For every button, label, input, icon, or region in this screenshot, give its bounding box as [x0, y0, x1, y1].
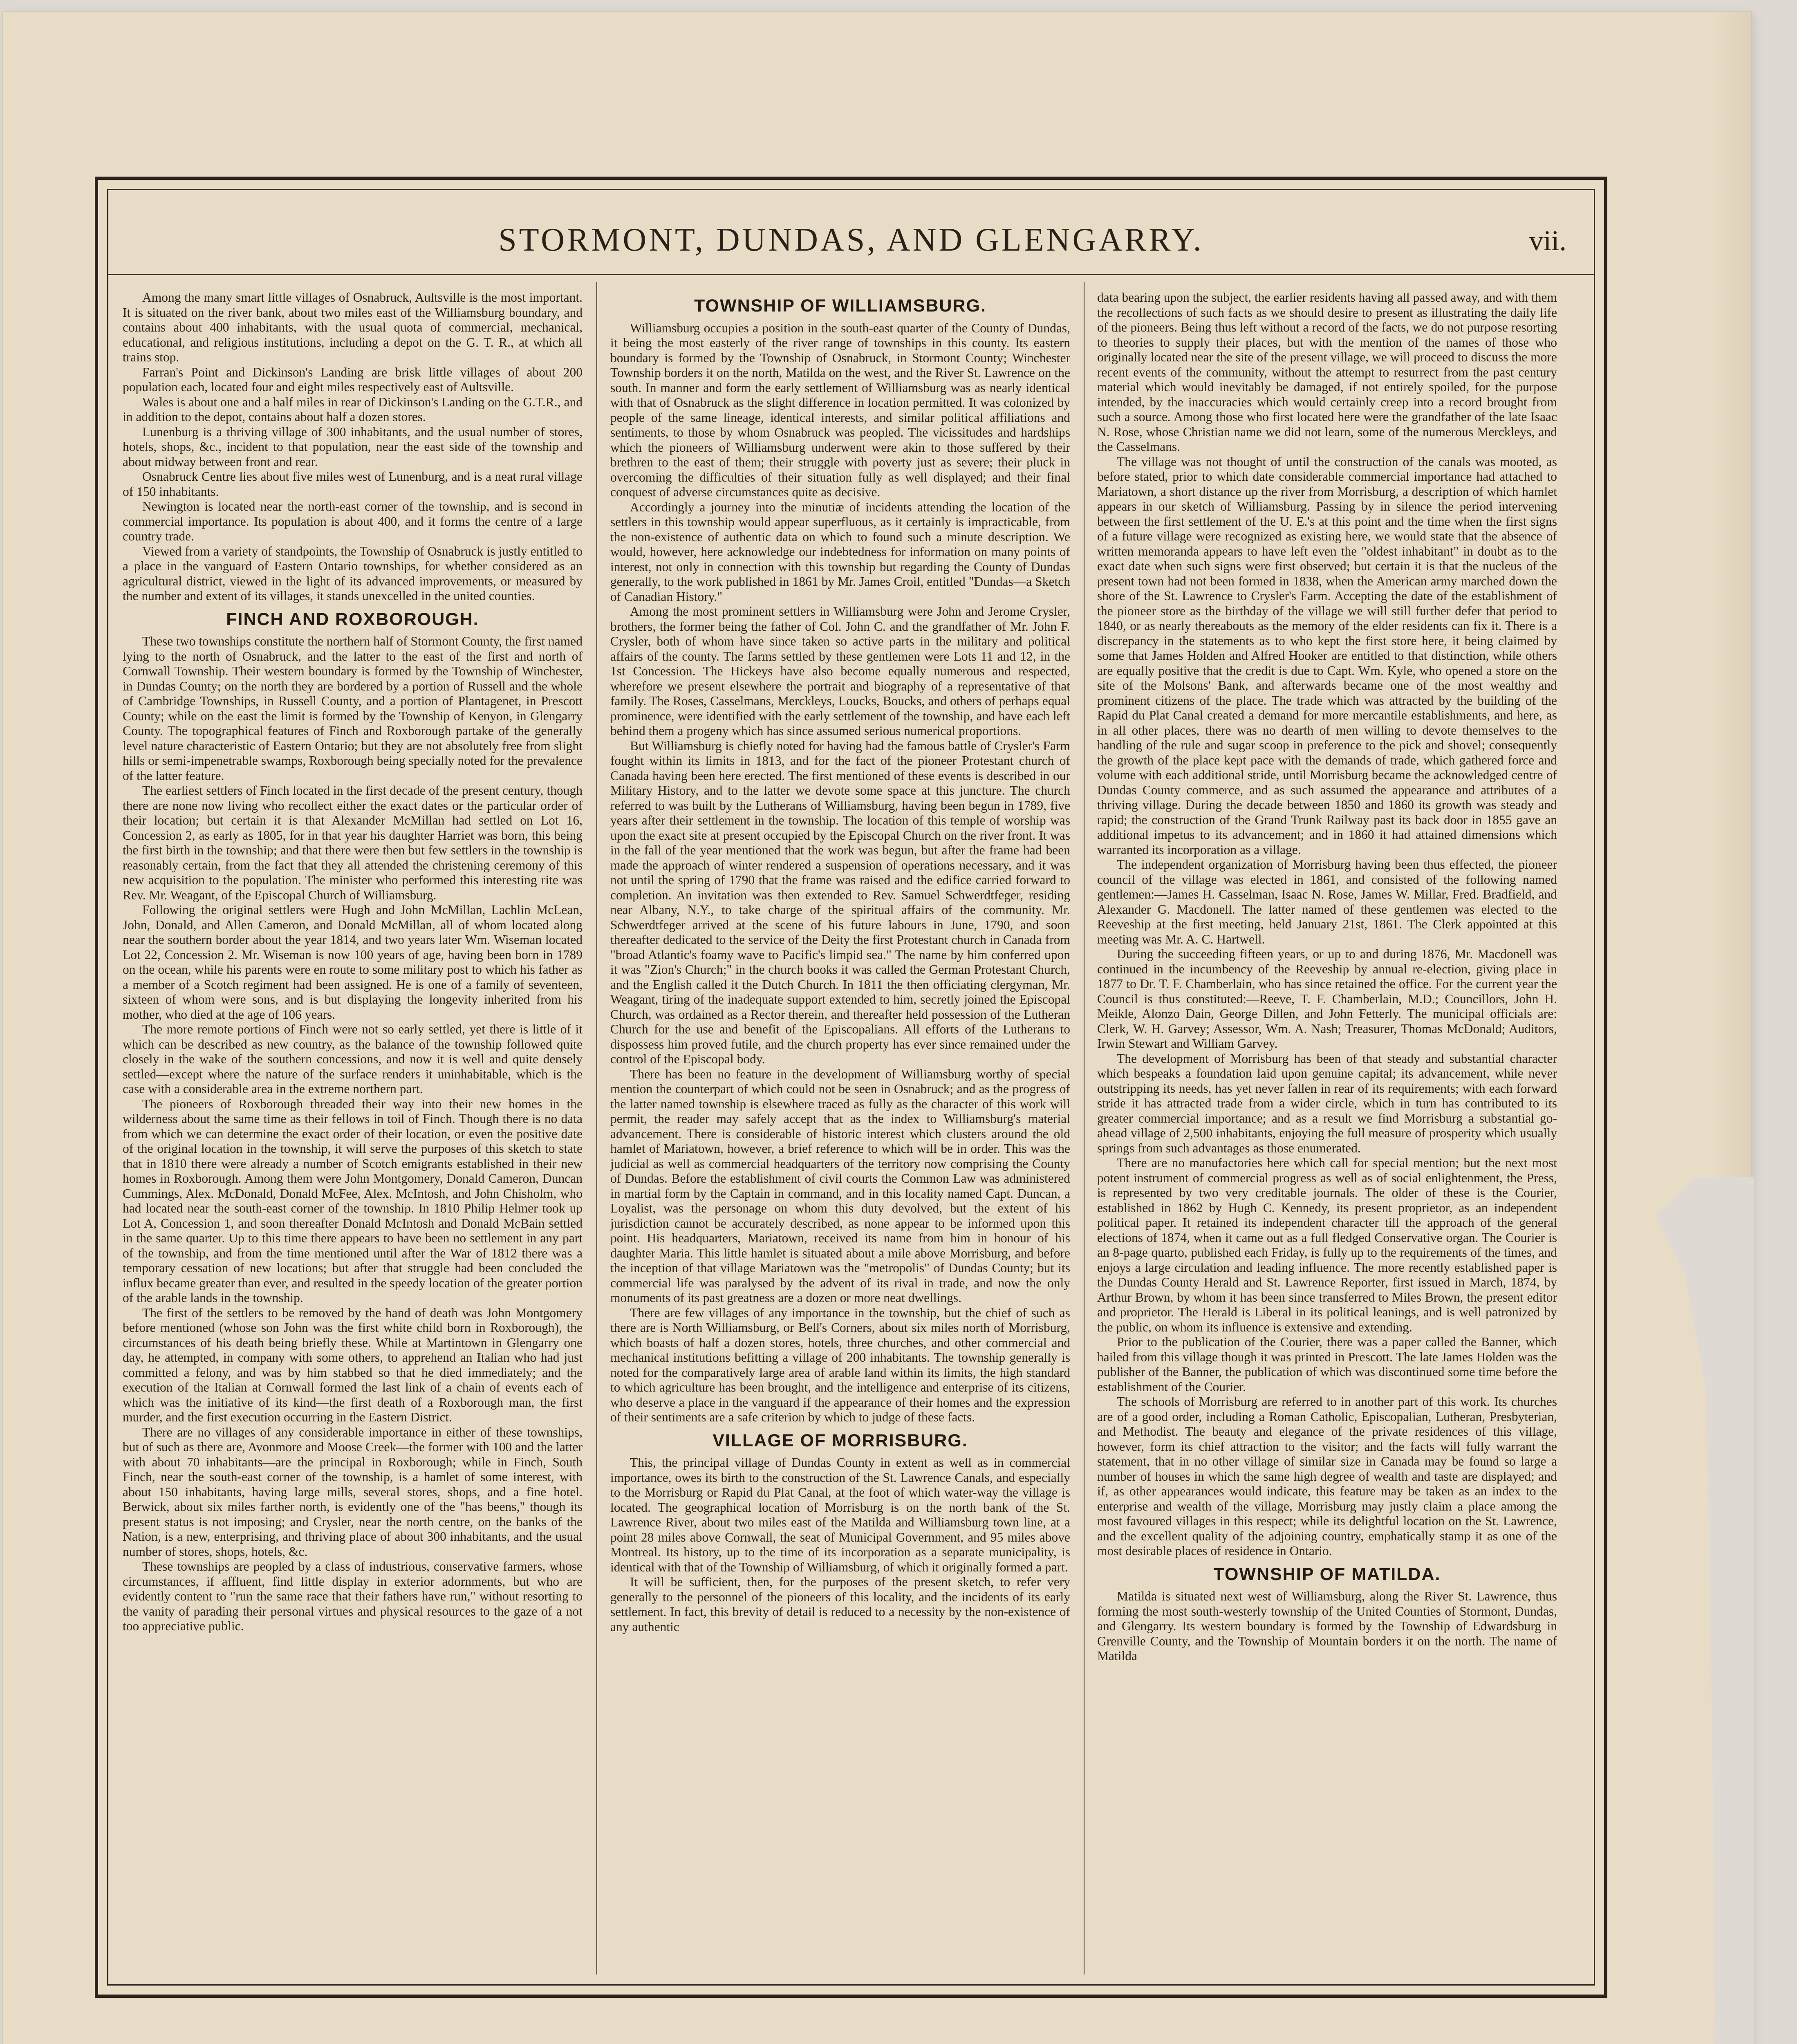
- paragraph: The village was not thought of until the construction of the canals was mooted, as before stated, prior to which date considerable commercial importance had attached to Mariatown, a short distance up the river from Morrisburg, a description of which hamlet appears in our sketch of Williamsburg. Passing by in silence the period intervening between the first settlement of the U. E.'s at this point and the time when the first signs of a future village were recognized as existing here, we would state that the absence of written memoranda appears to have left even the "oldest inhabitant" in doubt as to the exact date when such signs were first observed; but certain it is that the nucleus of the present town had not been formed in 1838, when the American army marched down the shore of the St. Lawrence to Crysler's Farm. Accepting the date of the establishment of the pioneer store as the birthday of the village we will still further defer that period to 1840, or as nearly thereabouts as the memory of the elder residents can fix it. There is a discrepancy in the statements as to who kept the first store here, it being claimed by some that James Holden and Alfred Hooker are entitled to that distinction, while others are equally positive that the credit is due to Capt. Wm. Kyle, who opened a store on the site of the Molsons' Bank, and afterwards became one of the most wealthy and prominent citizens of the place. The trade which was attracted by the building of the Rapid du Plat Canal created a demand for more mercantile establishments, and here, as in all other places, there was no dearth of men willing to devote themselves to the handling of the rule and sugar scoop in preference to the pick and shovel; consequently the growth of the place kept pace with the demands of trade, which gathered force and volume with each additional stride, until Morrisburg became the acknowledged centre of Dundas County commerce, and as such assumed the appearance and attributes of a thriving village. During the decade between 1850 and 1860 its growth was steady and rapid; the construction of the Grand Trunk Railway past its back door in 1855 gave an additional impetus to its advancement; and in 1860 it had attained dimensions which warranted its incorporation as a village.: [1097, 454, 1557, 857]
- paragraph: Farran's Point and Dickinson's Landing are brisk little villages of about 200 population each, located four and eight miles respectively east of Aultsville.: [123, 365, 583, 394]
- section-heading-finch-roxborough: FINCH AND ROXBOROUGH.: [226, 609, 479, 629]
- paragraph: Viewed from a variety of standpoints, the Township of Osnabruck is justly entitled to a place in the vanguard of Eastern Ontario townships, for whether considered as an agricultural district, viewed in the light of its advanced improvements, or measured by the number and extent of its villages, it stands unexcelled in the united counties.: [123, 544, 583, 603]
- paragraph: Wales is about one and a half miles in rear of Dickinson's Landing on the G.T.R., and in addition to the depot, contains about half a dozen stores.: [123, 394, 583, 424]
- paragraph: Williamsburg occupies a position in the south-east quarter of the County of Dundas, it being the most easterly of the river range of townships in this county. Its eastern boundary is formed by the Township of Osnabruck, in Stormont County; Winchester Township borders it on the north, Matilda on the west, and the River St. Lawrence on the south. In manner and form the early settlement of Williamsburg was as nearly identical with that of Osnabruck as the slight difference in location permitted. It was colonized by people of the same lineage, identical interests, and similar political affiliations and sentiments, to those by whom Osnabruck was peopled. The vicissitudes and hardships which the pioneers of Williamsburg underwent were akin to those suffered by their brethren to the east of them; their struggle with poverty just as severe; their pluck in overcoming the difficulties of their situation fully as well displayed; and their final conquest of adverse circumstances quite as decisive.: [610, 320, 1070, 499]
- paragraph: This, the principal village of Dundas County in extent as well as in commercial importance, owes its birth to the construction of the St. Lawrence Canals, and especially to the Morrisburg or Rapid du Plat Canal, at the foot of which water-way the village is located. The geographical location of Morrisburg is on the north bank of the St. Lawrence River, about two miles east of the Matilda and Williamsburg town line, at a point 28 miles above Cornwall, the seat of Municipal Government, and 95 miles above Montreal. Its history, up to the time of its incorporation as a separate municipality, is identical with that of the Township of Williamsburg, of which it originally formed a part.: [610, 1455, 1070, 1574]
- paragraph: There are no villages of any considerable importance in either of these townships, but of such as there are, Avonmore and Moose Creek—the former with 100 and the latter with about 70 inhabitants—are the principal in Roxborough; while in Finch, South Finch, near the south-east corner of the township, is a hamlet of some interest, with about 150 inhabitants, having large mills, several stores, shops, and a fine hotel. Berwick, about six miles farther north, is evidently one of the "has beens," though its present status is not imposing; and Crysler, near the north centre, on the banks of the Nation, is a new, enterprising, and thriving place of about 300 inhabitants, and the usual number of stores, shops, hotels, &c.: [123, 1425, 583, 1559]
- paragraph: Prior to the publication of the Courier, there was a paper called the Banner, which hailed from this village though it was printed in Prescott. The late James Holden was the publisher of the Banner, the publication of which was discontinued some time before the establishment of the Courier.: [1097, 1335, 1557, 1394]
- paragraph: Accordingly a journey into the minutiæ of incidents attending the location of the settlers in this township would appear superfluous, as it certainly is impracticable, from the non-existence of authentic data on which to found such a minute description. We would, however, here acknowledge our indebtedness for information on many points of interest, not only in connection with this township but regarding the County of Dundas generally, to the work published in 1861 by Mr. James Croil, entitled "Dundas—a Sketch of Canadian History.": [610, 500, 1070, 604]
- paragraph: Among the many smart little villages of Osnabruck, Aultsville is the most important. It is situated on the river bank, about two miles east of the Williamsburg boundary, and contains about 400 inhabitants, with the usual quota of commercial, mechanical, educational, and religious institutions, including a depot on the G. T. R., at which all trains stop.: [123, 290, 583, 364]
- paragraph: Osnabruck Centre lies about five miles west of Lunenburg, and is a neat rural village of 150 inhabitants.: [123, 469, 583, 499]
- paragraph: During the succeeding fifteen years, or up to and during 1876, Mr. Macdonell was continued in the incumbency of the Reeveship by annual re-election, giving place in 1877 to Dr. T. F. Chamberlain, who has since retained the office. For the current year the Council is thus constituted:—Reeve, T. F. Chamberlain, M.D.; Councillors, John H. Meikle, Alonzo Dain, George Dillen, and John Fetterly. The municipal officials are: Clerk, W. H. Garvey; Assessor, Wm. A. Nash; Treasurer, Thomas McDonald; Auditors, Irwin Stewart and William Garvey.: [1097, 947, 1557, 1051]
- paragraph: Lunenburg is a thriving village of 300 inhabitants, and the usual number of stores, hotels, shops, &c., incident to that population, near the east side of the township and about midway between front and rear.: [123, 424, 583, 469]
- paragraph: The development of Morrisburg has been of that steady and substantial character which bespeaks a foundation laid upon genuine capital; its advancement, while never outstripping its needs, has yet never fallen in rear of its requirements; with each forward stride it has attracted trade from a wider circle, which in turn has contributed to its greater commercial importance; and as a result we find Morrisburg a substantial go-ahead village of 2,500 inhabitants, enjoying the full measure of prosperity which usually springs from such advantages as those enumerated.: [1097, 1051, 1557, 1155]
- paragraph: These townships are peopled by a class of industrious, conservative farmers, whose circumstances, if affluent, find little display in exterior adornments, but who are evidently content to "run the same race that their fathers have run," without resorting to the vanity of parading their personal virtues and physical resources to the gaze of a not too appreciative public.: [123, 1559, 583, 1633]
- text-column-3: [1097, 290, 1557, 1970]
- page-number: vii.: [1529, 225, 1566, 257]
- paragraph: Matilda is situated next west of Williamsburg, along the River St. Lawrence, thus forming the most south-westerly township of the United Counties of Stormont, Dundas, and Glengarry. Its western boundary is formed by the Township of Edwardsburg in Grenville County, and the Township of Mountain borders it on the north. The name of Matilda: [1097, 1589, 1557, 1663]
- paragraph: There has been no feature in the development of Williamsburg worthy of special mention the counterpart of which could not be seen in Osnabruck; and as the progress of the latter named township is elsewhere traced as fully as the character of this work will permit, the reader may safely accept that as the index to Williamsburg's material advancement. There is considerable of historic interest which clusters around the old hamlet of Mariatown, however, a brief reference to which will be in order. This was the judicial as well as commercial headquarters of the territory now comprising the County of Dundas. Before the establishment of civil courts the Common Law was administered in martial form by the Captain in command, and in this locality named Capt. Duncan, a Loyalist, was the personage on whom this duty devolved, but the extent of his jurisdiction cannot be accurately described, as none appear to be informed upon this point. His headquarters, Mariatown, received its name from him in honour of his daughter Maria. This little hamlet is situated about a mile above Morrisburg, and before the inception of that village Mariatown was the "metropolis" of Dundas County; but its commercial life was paralysed by the advent of its rival in trade, and now the only monuments of its past greatness are a dozen or more neat dwellings.: [610, 1067, 1070, 1305]
- section-heading-matilda: TOWNSHIP OF MATILDA.: [1213, 1564, 1441, 1584]
- text-column-2: [610, 290, 1070, 1970]
- paragraph: The first of the settlers to be removed by the hand of death was John Montgomery before mentioned (whose son John was the first white child born in Roxborough), the circumstances of his death being briefly these. While at Martintown in Glengarry one day, he attempted, in company with some others, to apprehend an Italian who had just committed a felony, and was by him stabbed so that he died immediately; and the execution of the Italian at Cornwall formed the last link of a chain of events each of which was the initiative of its kind—the first death of a Roxborough man, the first murder, and the first execution occurring in the Eastern District.: [123, 1305, 583, 1424]
- paragraph: These two townships constitute the northern half of Stormont County, the first named lying to the north of Osnabruck, and the latter to the east of the first and north of Cornwall Township. Their western boundary is formed by the Township of Winchester, in Dundas County; on the north they are bordered by a portion of Russell and the whole of Cambridge Townships, in Russell County, and a portion of Plantagenet, in Prescott County; while on the east the limit is formed by the Township of Kenyon, in Glengarry County. The topographical features of Finch and Roxborough partake of the generally level nature characteristic of Eastern Ontario; but they are not absolutely free from slight hills or semi-impenetrable swamps, Roxborough being specially noted for the prevalence of the latter feature.: [123, 634, 583, 783]
- header-divider: [107, 274, 1595, 275]
- paragraph: There are few villages of any importance in the township, but the chief of such as there are is North Williamsburg, or Bell's Corners, about six miles north of Morrisburg, which boasts of half a dozen stores, hotels, three churches, and other commercial and mechanical institutions befitting a village of 200 inhabitants. The township generally is noted for the comparatively large area of arable land within its limits, the high standard to which agriculture has been brought, and the intelligence and enterprise of its citizens, who deserve a place in the vanguard if the appearance of their homes and the expression of their sentiments are a safe criterion by which to judge of these facts.: [610, 1305, 1070, 1424]
- paragraph: It will be sufficient, then, for the purposes of the present sketch, to refer very generally to the personnel of the pioneers of this locality, and the incidents of its early settlement. In fact, this brevity of detail is reduced to a necessity by the non-existence of any authentic: [610, 1575, 1070, 1634]
- page-header: [107, 192, 1595, 274]
- paragraph: There are no manufactories here which call for special mention; but the next most potent instrument of commercial progress as well as of social enlightenment, the Press, is represented by two very creditable journals. The older of these is the Courier, established in 1862 by Hugh C. Kennedy, its present proprietor, as an independent political paper. It retained its independent character till the approach of the general elections of 1874, when it came out as a full fledged Conservative organ. The Courier is an 8-page quarto, published each Friday, is fully up to the requirements of the times, and enjoys a large circulation and leading influence. The more recently established paper is the Dundas County Herald and St. Lawrence Reporter, first issued in March, 1874, by Arthur Brown, by whom it has been since transferred to Miles Brown, the present editor and proprietor. The Herald is Liberal in its political leanings, and is well patronized by the public, on whom its influence is extensive and extending.: [1097, 1156, 1557, 1334]
- paragraph: The pioneers of Roxborough threaded their way into their new homes in the wilderness about the same time as their fellows in toil of Finch. Though there is no data from which we can determine the exact order of their location, or even the positive date of the original location in the township, it will serve the purposes of this sketch to state that in 1810 there were already a number of Scotch emigrants established in their new homes in Roxborough. Among them were John Montgomery, Donald Cameron, Duncan Cummings, Alex. McDonald, Donald McFee, Alex. McIntosh, and John Chisholm, who had located near the south-east corner of the township. In 1810 Philip Helmer took up Lot A, Concession 1, and soon thereafter Donald McIntosh and Donald McBain settled in the same quarter. Up to this time there appears to have been no settlement in any part of the township, and from the time mentioned until after the War of 1812 there was a temporary cessation of new locations; but after that struggle had been concluded the influx became greater than ever, and resulted in the speedy location of the greater portion of the arable lands in the township.: [123, 1096, 583, 1305]
- paragraph: The earliest settlers of Finch located in the first decade of the present century, though there are none now living who recollect either the exact dates or the particular order of their location; but certain it is that Alexander McMillan had settled on Lot 16, Concession 2, as early as 1805, for in that year his daughter Harriet was born, this being the first birth in the township; and that there were then but few settlers in the township is reasonably certain, from the fact that they all attended the christening ceremony of this new acquisition to the population. The minister who performed this interesting rite was Rev. Mr. Weagant, of the Episcopal Church of Williamsburg.: [123, 783, 583, 902]
- page-title: STORMONT, DUNDAS, AND GLENGARRY.: [498, 222, 1204, 258]
- text-column-1: [123, 290, 583, 1970]
- section-heading-morrisburg: VILLAGE OF MORRISBURG.: [713, 1430, 968, 1450]
- section-heading-williamsburg: TOWNSHIP OF WILLIAMSBURG.: [694, 296, 986, 316]
- paragraph: Among the most prominent settlers in Williamsburg were John and Jerome Crysler, brothers, the former being the father of Col. John C. and the grandfather of Mr. John F. Crysler, both of whom have since taken so active parts in the military and political affairs of the county. The farms settled by these gentlemen were Lots 11 and 12, in the 1st Concession. The Hickeys have also become equally numerous and respected, wherefore we present elsewhere the portrait and biography of a representative of that family. The Roses, Casselmans, Merckleys, Loucks, Boucks, and others of perhaps equal prominence, were identified with the early settlement of the township, and have each left behind them a progeny which has since assumed serious numerical proportions.: [610, 604, 1070, 738]
- paragraph: The independent organization of Morrisburg having been thus effected, the pioneer council of the village was elected in 1861, and consisted of the following named gentlemen:—James H. Casselman, Isaac N. Rose, James W. Millar, Fred. Bradfield, and Alexander G. Macdonell. The latter named of these gentlemen was elected to the Reeveship at the first meeting, held January 21st, 1861. The Clerk appointed at this meeting was Mr. A. C. Hartwell.: [1097, 857, 1557, 946]
- paragraph: data bearing upon the subject, the earlier residents having all passed away, and with them the recollections of such facts as we should desire to present as illustrating the daily life of the pioneers. Being thus left without a record of the facts, we do not purpose resorting to theories to supply their places, but with the mention of the names of those who originally located near the site of the present village, we will proceed to discuss the more recent events of the community, without the attempt to resurrect from the past century material which would inevitably be damaged, if not entirely spoiled, for the purpose intended, by the inaccuracies which would certainly creep into a record brought from such a source. Among those who first located here were the grandfather of the late Isaac N. Rose, whose Christian name we did not learn, some of the numerous Merckleys, and the Casselmans.: [1097, 290, 1557, 454]
- paragraph: The more remote portions of Finch were not so early settled, yet there is little of it which can be described as new country, as the balance of the township followed quite closely in the wake of the southern concessions, and now it is well and quite densely settled—except where the nature of the surface renders it uninhabitable, which is the case with a considerable area in the extreme northern part.: [123, 1022, 583, 1096]
- paragraph: But Williamsburg is chiefly noted for having had the famous battle of Crysler's Farm fought within its limits in 1813, and for the fact of the pioneer Protestant church of Canada having been here erected. The first mentioned of these events is described in our Military History, and to the latter we devote some space at this juncture. The church referred to was built by the Lutherans of Williamsburg, having been begun in 1789, five years after their settlement in the township. The location of this temple of worship was upon the exact site at present occupied by the Episcopal Church on the river front. It was in the fall of the year mentioned that the work was begun, but after the frame had been made the approach of winter rendered a suspension of operations necessary, and it was not until the spring of 1790 that the frame was raised and the edifice carried forward to completion. An invitation was then extended to Rev. Samuel Schwerdtfeger, residing near Albany, N.Y., to take charge of the spiritual affairs of the community. Mr. Schwerdtfeger arrived at the scene of his future labours in June, 1790, and soon thereafter dedicated to the service of the Deity the first Protestant church in Canada from "broad Atlantic's foamy wave to Pacific's limpid sea." The name by him conferred upon it was "Zion's Church;" in the church books it was called the German Protestant Church, and the English called it the Dutch Church. In 1811 the then officiating clergyman, Mr. Weagant, tiring of the inadequate support extended to him, secretly joined the Episcopal Church, was ordained as a Rector therein, and thereafter held possession of the Lutheran Church for the use and benefit of the Episcopalians. All efforts of the Lutherans to dispossess him proved futile, and the church property has ever since remained under the control of the Episcopal body.: [610, 738, 1070, 1066]
- paragraph: Following the original settlers were Hugh and John McMillan, Lachlin McLean, John, Donald, and Allen Cameron, and Donald McMillan, all of whom located along near the southern border about the year 1814, and two years later Wm. Wiseman located Lot 22, Concession 2. Mr. Wiseman is now 100 years of age, having been born in 1789 on the ocean, while his parents were en route to some military post to which his father as a member of a Scotch regiment had been assigned. He is one of a family of seventeen, sixteen of whom were sons, and is but displaying the longevity inherited from his mother, who died at the age of 106 years.: [123, 903, 583, 1022]
- paragraph: Newington is located near the north-east corner of the township, and is second in commercial importance. Its population is about 400, and it forms the centre of a large country trade.: [123, 499, 583, 543]
- paragraph: The schools of Morrisburg are referred to in another part of this work. Its churches are of a good order, including a Roman Catholic, Episcopalian, Lutheran, Presbyterian, and Methodist. The beauty and elegance of the private residences of this village, however, form its chief attraction to the visitor; and the facts will fully warrant the statement, that in no other village of similar size in Canada may be found so large a number of houses in which the same high degree of wealth and taste are displayed; and if, as other appearances would indicate, this feature may be taken as an index to the enterprise and wealth of the village, Morrisburg may justly claim a place among the most favoured villages in this respect; while its delightful location on the St. Lawrence, and the excellent quality of the adjoining country, emphatically stamp it as one of the most desirable places of residence in Ontario.: [1097, 1394, 1557, 1558]
- column-divider-1: [596, 282, 597, 1975]
